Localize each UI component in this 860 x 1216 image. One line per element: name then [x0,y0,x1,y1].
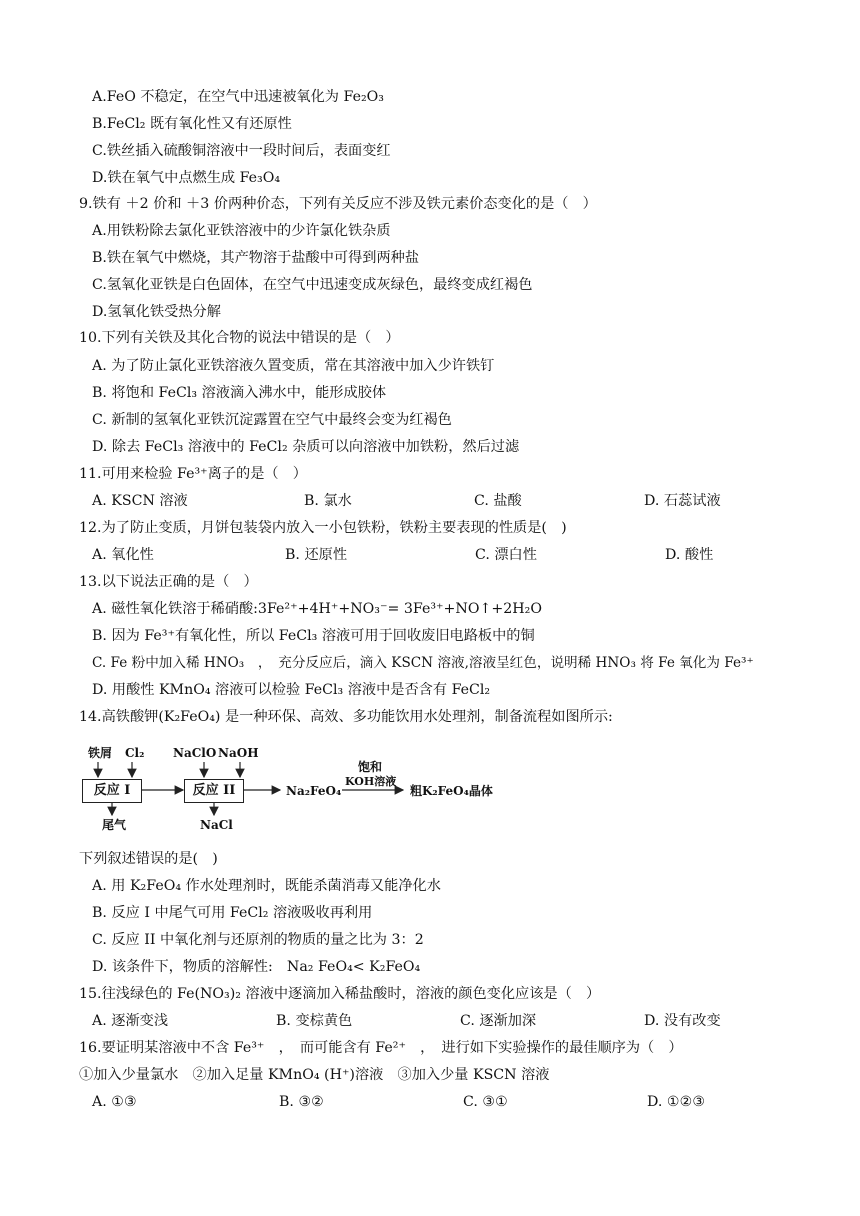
flow-input-naclo: NaClO [173,746,217,760]
q10-option-b: B. 将饱和 FeCl₃ 溶液滴入沸水中，能形成胶体 [92,385,387,401]
q12-option-b: B. 还原性 [285,547,348,563]
q9-option-b: B.铁在氧气中燃烧，其产物溶于盐酸中可得到两种盐 [92,250,420,266]
q14-flow-diagram [80,742,520,837]
q13-option-c: C. Fe 粉中加入稀 HNO₃ ， 充分反应后，滴入 KSCN 溶液,溶液呈红色，说明稀 HNO₃ 将 Fe 氧化为 Fe³⁺ [92,655,754,671]
flow-input-iron-filings: 铁屑 [88,746,113,760]
q9-option-c: C.氢氧化亚铁是白色固体，在空气中迅速变成灰绿色，最终变成红褐色 [92,277,533,293]
q15-stem: 15.往浅绿色的 Fe(NO₃)₂ 溶液中逐滴加入稀盐酸时，溶液的颜色变化应该是（ ） [79,986,601,1002]
q10-stem: 10.下列有关铁及其化合物的说法中错误的是（ ） [79,330,400,346]
q16-option-d: D. ①②③ [647,1094,706,1110]
q8-option-b: B.FeCl₂ 既有氧化性又有还原性 [92,116,292,132]
q14-option-d: D. 该条件下，物质的溶解性: Na₂ FeO₄< K₂FeO₄ [92,959,421,975]
q15-option-c: C. 逐渐加深 [460,1013,537,1029]
q11-option-d: D. 石蕊试液 [644,493,721,509]
flow-intermediate-na2feo4: Na₂FeO₄ [286,784,342,798]
q12-option-d: D. 酸性 [665,547,714,563]
q10-option-c: C. 新制的氢氧化亚铁沉淀露置在空气中最终会变为红褐色 [92,412,452,428]
q13-option-a: A. 磁性氧化铁溶于稀硝酸:3Fe²⁺+4H⁺+NO₃⁻= 3Fe³⁺+NO↑+2H₂O [92,601,542,617]
q13-option-d: D. 用酸性 KMnO₄ 溶液可以检验 FeCl₃ 溶液中是否含有 FeCl₂ [92,682,491,698]
q16-operations: ①加入少量氯水 ②加入足量 KMnO₄ (H⁺)溶液 ③加入少量 KSCN 溶液 [79,1067,550,1083]
q14-option-a: A. 用 K₂FeO₄ 作水处理剂时，既能杀菌消毒又能净化水 [92,878,441,894]
q13-stem: 13.以下说法正确的是（ ） [79,574,258,590]
q11-stem: 11.可用来检验 Fe³⁺离子的是（ ） [79,466,307,482]
q9-option-d: D.氢氧化铁受热分解 [92,304,221,320]
q14-stem: 14.高铁酸钾(K₂FeO₄) 是一种环保、高效、多功能饮用水处理剂，制备流程如图所示: [79,709,613,725]
q8-option-a: A.FeO 不稳定，在空气中迅速被氧化为 Fe₂O₃ [92,89,384,105]
flow-input-chlorine: Cl₂ [125,746,145,760]
q12-option-a: A. 氧化性 [92,547,154,563]
q14-option-c: C. 反应 II 中氧化剂与还原剂的物质的量之比为 3：2 [92,932,424,948]
flow-input-naoh: NaOH [218,746,259,760]
q10-option-a: A. 为了防止氯化亚铁溶液久置变质，常在其溶液中加入少许铁钉 [92,358,495,374]
q15-option-a: A. 逐渐变浅 [92,1013,169,1029]
q8-option-c: C.铁丝插入硫酸铜溶液中一段时间后，表面变红 [92,143,391,159]
q16-option-b: B. ③② [279,1094,324,1110]
q15-option-b: B. 变棕黄色 [276,1013,353,1029]
q9-stem: 9.铁有 ＋2 价和 ＋3 价两种价态，下列有关反应不涉及铁元素价态变化的是（ ） [79,196,597,212]
flow-output-nacl: NaCl [200,818,233,832]
q11-option-a: A. KSCN 溶液 [92,493,188,509]
q14-sub-stem: 下列叙述错误的是( ) [79,851,218,867]
q9-option-a: A.用铁粉除去氯化亚铁溶液中的少许氯化铁杂质 [92,223,391,239]
q8-option-d: D.铁在氧气中点燃生成 Fe₃O₄ [92,170,281,186]
q15-option-d: D. 没有改变 [644,1013,721,1029]
q16-stem: 16.要证明某溶液中不含 Fe³⁺ ， 而可能含有 Fe²⁺ ， 进行如下实验操作的最佳顺序为（ ） [79,1040,683,1056]
q13-option-b: B. 因为 Fe³⁺有氧化性，所以 FeCl₃ 溶液可用于回收废旧电路板中的铜 [92,628,535,644]
q12-stem: 12.为了防止变质，月饼包装袋内放入一小包铁粉，铁粉主要表现的性质是( ) [79,520,567,536]
q14-option-b: B. 反应 I 中尾气可用 FeCl₂ 溶液吸收再利用 [92,905,373,921]
q11-option-b: B. 氯水 [304,493,352,509]
flow-output-tail-gas: 尾气 [102,818,127,832]
q16-option-a: A. ①③ [92,1094,137,1110]
flow-product: 粗K₂FeO₄晶体 [410,784,493,798]
q11-option-c: C. 盐酸 [474,493,522,509]
flow-arrow-label-bottom: KOH溶液 [345,775,397,788]
flow-box-reaction-1: 反应 I [82,779,142,803]
q16-option-c: C. ③① [463,1094,508,1110]
flow-arrow-label-top: 饱和 [358,760,383,774]
flow-box-reaction-2: 反应 II [184,779,244,803]
q12-option-c: C. 漂白性 [475,547,537,563]
q10-option-d: D. 除去 FeCl₃ 溶液中的 FeCl₂ 杂质可以向溶液中加铁粉，然后过滤 [92,439,520,455]
